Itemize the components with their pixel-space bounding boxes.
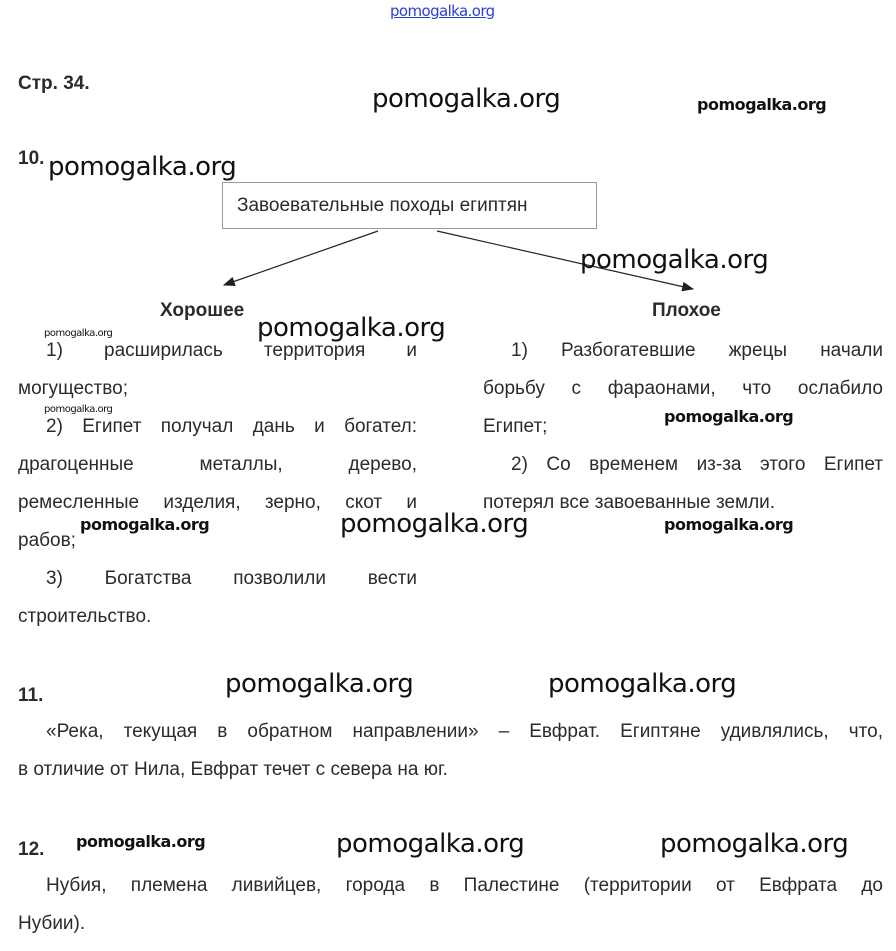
diagram-root-label: Завоевательные походы египтян — [237, 194, 528, 216]
good-line-7: 3) Богатства позволили вести — [46, 568, 417, 589]
bad-list — [483, 332, 883, 522]
bad-line-4: 2) Со временем из-за этого Египет — [511, 454, 883, 475]
watermark: pomogalka.org — [664, 515, 794, 534]
task-number-11: 11. — [18, 685, 44, 706]
good-line-1: 1) расширилась территория и — [46, 340, 417, 361]
task12-text — [18, 867, 883, 943]
bad-line-3: Египет; — [483, 416, 548, 437]
arrow-to-good — [224, 231, 378, 285]
good-line-4: драгоценные металлы, дерево, — [18, 454, 417, 475]
watermark: pomogalka.org — [80, 515, 210, 534]
task12-line-2: Нубии). — [18, 913, 86, 934]
good-line-5: ремесленные изделия, зерно, скот и — [18, 492, 417, 513]
good-heading: Хорошее — [160, 300, 245, 321]
watermark: pomogalka.org — [340, 509, 529, 539]
watermark: pomogalka.org — [697, 95, 827, 114]
watermark: pomogalka.org — [44, 404, 113, 415]
bad-line-5: потерял все завоеванные земли. — [483, 492, 776, 513]
watermark: pomogalka.org — [225, 669, 414, 699]
good-list — [18, 332, 417, 636]
good-line-3: 2) Египет получал дань и богател: — [46, 416, 417, 437]
bad-line-1: 1) Разбогатевшие жрецы начали — [511, 340, 883, 361]
task11-line-2: в отличие от Нила, Евфрат течет с севера на юг. — [18, 759, 448, 780]
good-line-8: строительство. — [18, 606, 152, 627]
task11-line-1: «Река, текущая в обратном направлении» – Евфрат. Египтяне удивлялись, что, — [46, 721, 883, 742]
bad-heading: Плохое — [652, 300, 721, 321]
task12-line-1: Нубия, племена ливийцев, города в Палестине (территории от Евфрата до — [46, 875, 883, 896]
watermark: pomogalka.org — [257, 313, 446, 343]
watermark: pomogalka.org — [76, 832, 206, 851]
watermark: pomogalka.org — [48, 152, 237, 182]
task-number-10: 10. — [18, 148, 45, 169]
good-line-2: могущество; — [18, 378, 128, 399]
watermark: pomogalka.org — [336, 829, 525, 859]
page-reference: Стр. 34. — [18, 73, 90, 94]
good-line-6: рабов; — [18, 530, 76, 551]
watermark: pomogalka.org — [548, 669, 737, 699]
watermark: pomogalka.org — [44, 328, 113, 339]
task-number-12: 12. — [18, 839, 45, 860]
watermark: pomogalka.org — [372, 84, 561, 114]
task11-text — [18, 713, 883, 789]
watermark: pomogalka.org — [664, 407, 794, 426]
bad-line-2: борьбу с фараонами, что ослабило — [483, 378, 883, 399]
watermark: pomogalka.org — [660, 829, 849, 859]
watermark-top: pomogalka.org — [390, 2, 495, 20]
watermark: pomogalka.org — [580, 245, 769, 275]
